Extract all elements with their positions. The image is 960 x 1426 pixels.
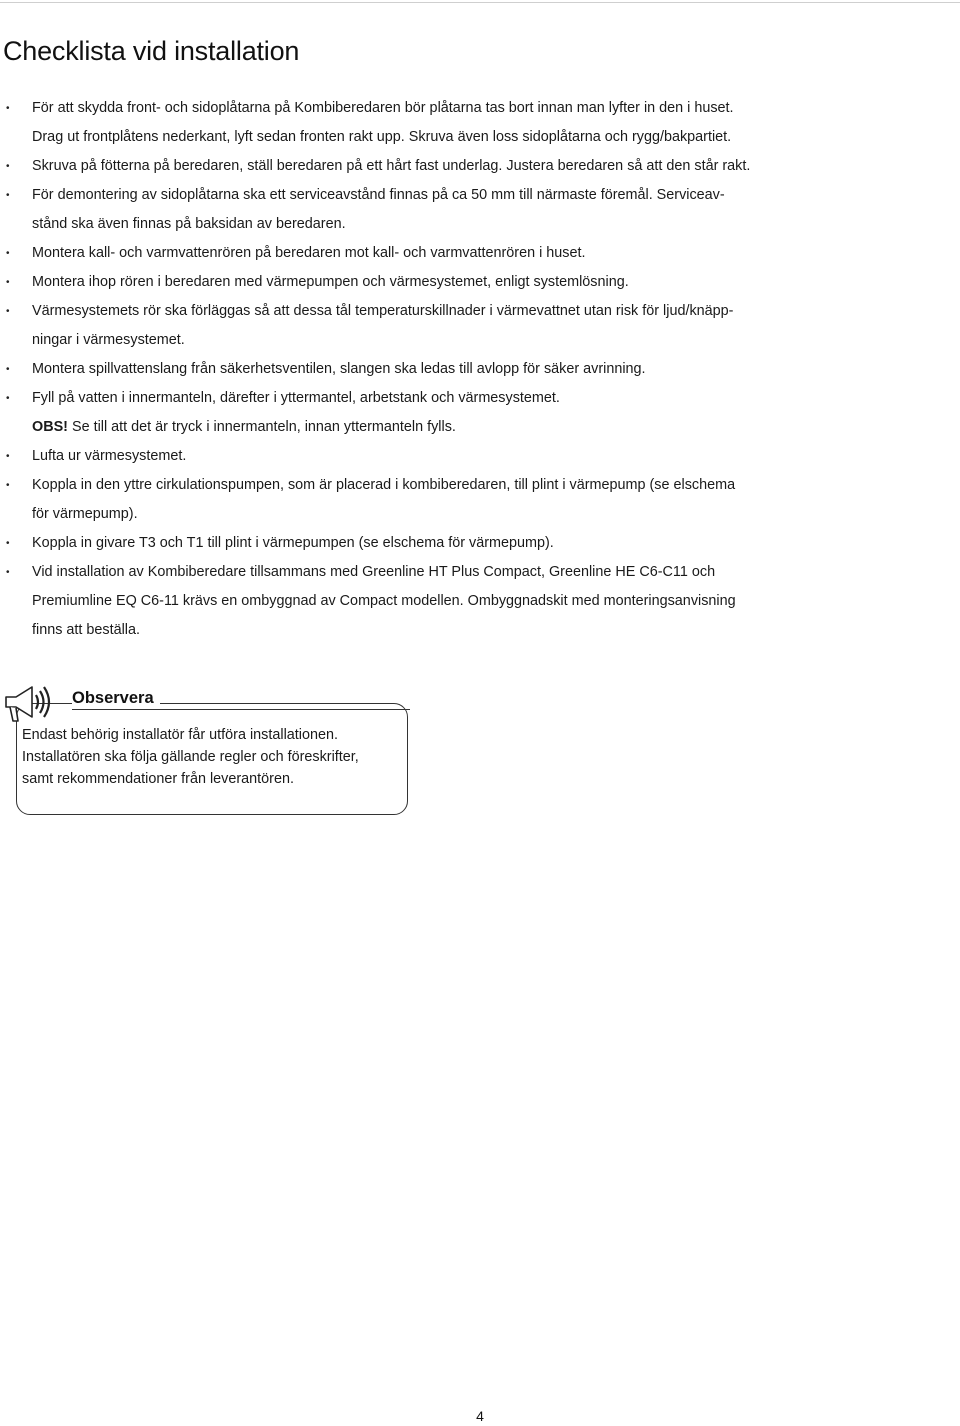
notice-line: Endast behörig installatör får utföra installationen. [22,727,338,743]
item-line: Skruva på fötterna på beredaren, ställ beredaren på ett hårt fast underlag. Justera beredaren så att den står rakt. [32,158,751,174]
checklist-item [0,442,960,471]
bullet-icon: • [6,306,10,317]
checklist-item [0,181,960,239]
checklist [0,94,960,645]
item-line: ningar i värmesystemet. [32,332,185,348]
item-line: Koppla in givare T3 och T1 till plint i värmepumpen (se elschema för värmepump). [32,535,554,551]
checklist-item [0,529,960,558]
checklist-item [0,384,960,442]
bullet-icon: • [6,364,10,375]
item-line: Premiumline EQ C6-11 krävs en ombyggnad av Compact modellen. Ombyggnadskit med monteringsanvisning [32,593,736,609]
notice-line: samt rekommendationer från leverantören. [22,771,294,787]
item-line: Montera kall- och varmvattenrören på beredaren mot kall- och varmvattenrören i huset. [32,245,586,261]
checklist-item [0,94,960,152]
bullet-icon: • [6,480,10,491]
item-line: Fyll på vatten i innermanteln, därefter i yttermantel, arbetstank och värmesystemet. [32,390,560,406]
item-line: För att skydda front- och sidoplåtarna på Kombiberedaren bör plåtarna tas bort innan man lyfter in den i huset. [32,100,734,116]
bullet-icon: • [6,248,10,259]
bullet-icon: • [6,567,10,578]
item-line: Koppla in den yttre cirkulationspumpen, som är placerad i kombiberedaren, till plint i värmepump (se elschema [32,477,736,493]
bullet-icon: • [6,103,10,114]
page-title: Checklista vid installation [3,36,300,66]
page-number: 4 [476,1408,484,1424]
item-line: För demontering av sidoplåtarna ska ett serviceavstånd finnas på ca 50 mm till närmaste föremål. Serviceav- [32,187,725,203]
checklist-item [0,471,960,529]
notice-title-rule [72,709,410,710]
item-line: Montera ihop rören i beredaren med värmepumpen och värmesystemet, enligt systemlösning. [32,274,629,290]
item-line: Lufta ur värmesystemet. [32,448,187,464]
checklist-item [0,355,960,384]
checklist-item [0,239,960,268]
item-line: finns att beställa. [32,622,140,638]
checklist-item [0,268,960,297]
item-line: Drag ut frontplåtens nederkant, lyft sedan fronten rakt upp. Skruva även loss sidoplåtarna och rygg/bakpartiet. [32,129,732,145]
bullet-icon: • [6,393,10,404]
bullet-icon: • [6,538,10,549]
checklist-item [0,297,960,355]
notice-title: Observera [72,689,160,708]
obs-note [32,413,840,442]
notice-text [22,724,359,790]
item-line: Vid installation av Kombiberedare tillsammans med Greenline HT Plus Compact, Greenline HE C6-C11 och [32,564,716,580]
item-line: Värmesystemets rör ska förläggas så att dessa tål temperaturskillnader i värmevattnet utan risk för ljud/knäpp- [32,303,734,319]
top-rule [0,2,960,3]
checklist-item [0,152,960,181]
obs-label: OBS! [32,419,68,435]
item-line: stånd ska även finnas på baksidan av beredaren. [32,216,346,232]
bullet-icon: • [6,451,10,462]
bullet-icon: • [6,161,10,172]
item-line: Montera spillvattenslang från säkerhetsventilen, slangen ska ledas till avlopp för säker avrinning. [32,361,646,377]
bullet-icon: • [6,190,10,201]
checklist-item [0,558,960,645]
bullet-icon: • [6,277,10,288]
megaphone-icon [2,683,54,725]
notice-line: Installatören ska följa gällande regler och föreskrifter, [22,749,359,765]
item-line: för värmepump). [32,506,138,522]
obs-text: Se till att det är tryck i innermanteln, innan yttermanteln fylls. [67,419,456,435]
